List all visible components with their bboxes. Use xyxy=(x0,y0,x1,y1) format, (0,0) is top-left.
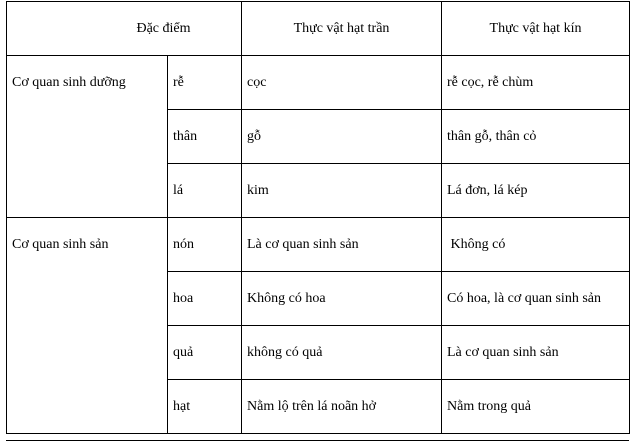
gymnosperm-cell: Nằm lộ trên lá noãn hở xyxy=(242,380,442,434)
angiosperm-cell: Là cơ quan sinh sản xyxy=(442,326,630,380)
gymnosperm-cell: Không có hoa xyxy=(242,272,442,326)
part-cell: quả xyxy=(168,326,242,380)
gymnosperm-cell: gỗ xyxy=(242,110,442,164)
table-row xyxy=(7,218,630,272)
angiosperm-cell: Không có xyxy=(442,218,630,272)
part-cell: nón xyxy=(168,218,242,272)
angiosperm-cell: Có hoa, là cơ quan sinh sản xyxy=(442,272,630,326)
bottom-rule xyxy=(6,440,629,441)
header-row xyxy=(7,2,630,56)
part-cell: thân xyxy=(168,110,242,164)
gymnosperm-cell: không có quả xyxy=(242,326,442,380)
angiosperm-cell: rễ cọc, rễ chùm xyxy=(442,56,630,110)
header-feature: Đặc điểm xyxy=(7,2,242,56)
angiosperm-cell: thân gỗ, thân cỏ xyxy=(442,110,630,164)
part-cell: hạt xyxy=(168,380,242,434)
gymnosperm-cell: cọc xyxy=(242,56,442,110)
part-cell: lá xyxy=(168,164,242,218)
group-label-vegetative: Cơ quan sinh dưỡng xyxy=(7,56,168,218)
header-gymnosperm: Thực vật hạt trần xyxy=(242,2,442,56)
angiosperm-cell: Nằm trong quả xyxy=(442,380,630,434)
header-angiosperm: Thực vật hạt kín xyxy=(442,2,630,56)
group-label-reproductive: Cơ quan sinh sản xyxy=(7,218,168,434)
part-cell: rễ xyxy=(168,56,242,110)
table-row xyxy=(7,56,630,110)
comparison-table xyxy=(6,1,630,434)
gymnosperm-cell: Là cơ quan sinh sản xyxy=(242,218,442,272)
part-cell: hoa xyxy=(168,272,242,326)
gymnosperm-cell: kim xyxy=(242,164,442,218)
angiosperm-cell: Lá đơn, lá kép xyxy=(442,164,630,218)
